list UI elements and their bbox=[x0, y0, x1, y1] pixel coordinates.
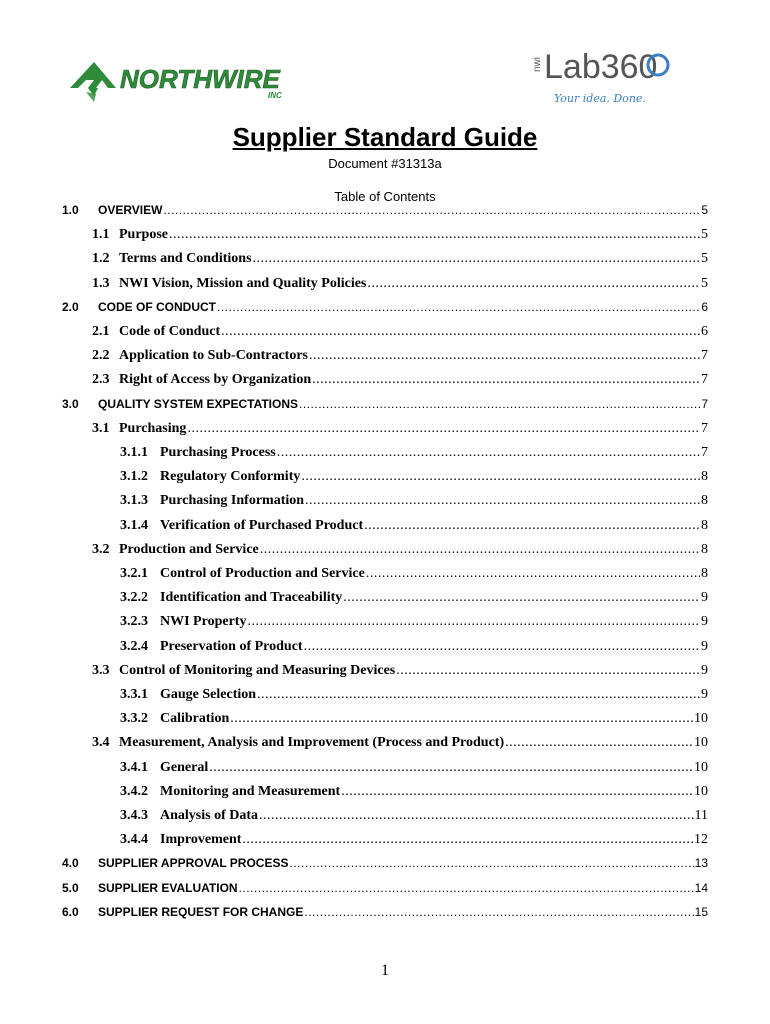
lab-logo-tagline: Your idea. Done. bbox=[554, 92, 646, 105]
toc-entry-page: 5 bbox=[701, 227, 708, 243]
toc-entry-page: 7 bbox=[701, 348, 708, 364]
toc-entry-page: 11 bbox=[694, 808, 708, 823]
toc-leader-dots bbox=[247, 614, 700, 630]
toc-entry[interactable] bbox=[92, 542, 708, 562]
toc-entry[interactable] bbox=[62, 300, 708, 320]
toc-entry-page: 15 bbox=[694, 904, 708, 919]
toc-leader-dots bbox=[163, 203, 700, 217]
toc-leader-dots bbox=[343, 590, 700, 606]
toc-entry-page: 8 bbox=[701, 566, 708, 581]
toc-entry[interactable] bbox=[92, 276, 708, 296]
northwire-logo bbox=[68, 58, 298, 104]
toc-entry-page: 13 bbox=[694, 856, 708, 871]
toc-entry-number: 3.2.4 bbox=[120, 638, 148, 654]
toc-entry-number: 1.1 bbox=[92, 227, 110, 243]
toc-entry-number: 3.4.2 bbox=[120, 783, 148, 799]
toc-entry[interactable] bbox=[92, 227, 708, 247]
toc-entry[interactable] bbox=[120, 614, 708, 634]
toc-leader-dots bbox=[260, 542, 700, 558]
toc-entry-number: 3.3.2 bbox=[120, 711, 148, 727]
toc-entry-page: 6 bbox=[701, 299, 708, 314]
toc-leader-dots bbox=[169, 227, 700, 243]
toc-leader-dots bbox=[221, 324, 700, 340]
toc-entry-number: 3.2.2 bbox=[120, 590, 148, 606]
toc-leader-dots bbox=[217, 300, 700, 314]
toc-leader-dots bbox=[301, 469, 700, 485]
toc-entry-number: 1.0 bbox=[62, 203, 79, 217]
toc-entry-page: 8 bbox=[701, 493, 708, 509]
toc-entry-number: 3.4 bbox=[92, 735, 110, 751]
toc-leader-dots bbox=[304, 639, 700, 655]
toc-entry-label: Application to Sub-Contractors bbox=[119, 348, 309, 364]
toc-entry[interactable] bbox=[62, 881, 708, 901]
toc-entry-number: 2.2 bbox=[92, 348, 110, 364]
toc-entry[interactable] bbox=[120, 808, 708, 828]
toc-entry[interactable] bbox=[120, 518, 708, 538]
toc-entry-number: 5.0 bbox=[62, 880, 79, 895]
toc-entry-label: SUPPLIER EVALUATION bbox=[98, 880, 238, 895]
toc-entry-page: 8 bbox=[701, 541, 708, 557]
toc-entry-label: CODE OF CONDUCT bbox=[98, 299, 216, 314]
toc-leader-dots bbox=[187, 421, 700, 437]
toc-leader-dots bbox=[257, 687, 700, 703]
toc-entry[interactable] bbox=[120, 832, 708, 852]
toc-leader-dots bbox=[305, 493, 700, 509]
toc-leader-dots bbox=[309, 348, 700, 364]
toc-entry[interactable] bbox=[120, 639, 708, 659]
document-number: Document #31313a bbox=[328, 156, 442, 171]
lab-logo-text: Lab360 bbox=[544, 48, 658, 86]
toc-leader-dots bbox=[312, 372, 700, 388]
toc-entry-page: 7 bbox=[701, 396, 708, 411]
toc-entry-page: 10 bbox=[694, 711, 708, 727]
toc-entry-number: 3.1 bbox=[92, 420, 110, 436]
toc-entry[interactable] bbox=[120, 445, 708, 465]
toc-entry-label: Improvement bbox=[160, 832, 242, 848]
toc-leader-dots bbox=[396, 663, 700, 679]
toc-entry-label: Right of Access by Organization bbox=[119, 372, 312, 388]
lab360-logo bbox=[526, 40, 686, 112]
toc-entry[interactable] bbox=[120, 784, 708, 804]
toc-entry-page: 10 bbox=[694, 783, 708, 799]
document-title: Supplier Standard Guide bbox=[232, 122, 538, 152]
toc-entry-label: Control of Monitoring and Measuring Devices bbox=[119, 662, 396, 678]
toc-entry[interactable] bbox=[92, 663, 708, 683]
toc-leader-dots bbox=[259, 808, 694, 824]
toc-entry-number: 3.1.3 bbox=[120, 493, 148, 509]
toc-entry-page: 10 bbox=[694, 759, 708, 775]
toc-entry-label: Measurement, Analysis and Improvement (Process and Product) bbox=[119, 735, 505, 751]
toc-entry[interactable] bbox=[92, 324, 708, 344]
toc-entry-page: 9 bbox=[701, 662, 708, 678]
toc-leader-dots bbox=[277, 445, 700, 461]
toc-entry-label: Purpose bbox=[119, 227, 168, 243]
toc-entry-page: 10 bbox=[694, 735, 708, 751]
toc-entry[interactable] bbox=[62, 856, 708, 876]
toc-entry-page: 5 bbox=[701, 251, 708, 267]
toc-entry-label: Purchasing bbox=[119, 420, 187, 436]
toc-entry[interactable] bbox=[120, 687, 708, 707]
toc-entry-label: Monitoring and Measurement bbox=[160, 783, 341, 799]
toc-entry-label: QUALITY SYSTEM EXPECTATIONS bbox=[98, 396, 299, 411]
toc-entry-page: 12 bbox=[694, 832, 708, 848]
toc-entry-page: 9 bbox=[701, 638, 708, 654]
toc-entry-page: 9 bbox=[701, 687, 708, 702]
toc-entry-number: 3.2.1 bbox=[120, 566, 148, 581]
toc-entry-page: 5 bbox=[701, 275, 708, 291]
toc-entry-number: 2.1 bbox=[92, 324, 110, 339]
toc-leader-dots bbox=[253, 251, 700, 267]
toc-leader-dots bbox=[230, 711, 693, 727]
toc-heading: Table of Contents bbox=[334, 189, 436, 204]
toc-entry-number: 3.4.3 bbox=[120, 808, 148, 823]
toc-leader-dots bbox=[341, 784, 693, 800]
toc-entry-page: 8 bbox=[701, 469, 708, 485]
lab-logo-prefix: nwi bbox=[532, 56, 543, 72]
toc-entry-page: 5 bbox=[701, 203, 708, 217]
toc-entry-label: Control of Production and Service bbox=[160, 566, 365, 581]
toc-entry-page: 7 bbox=[701, 420, 708, 436]
toc-entry-number: 6.0 bbox=[62, 904, 79, 919]
toc-entry[interactable] bbox=[62, 905, 708, 925]
northwire-logo-sub: INC bbox=[268, 91, 282, 100]
toc-entry-label: Analysis of Data bbox=[160, 808, 259, 823]
toc-entry-number: 3.1.1 bbox=[120, 445, 148, 460]
toc-entry-label: Code of Conduct bbox=[119, 324, 221, 339]
toc-leader-dots bbox=[299, 397, 700, 411]
toc-entry[interactable] bbox=[120, 566, 708, 586]
toc-entry-page: 6 bbox=[701, 324, 708, 339]
toc-entry[interactable] bbox=[92, 421, 708, 441]
toc-entry-page: 9 bbox=[701, 590, 708, 606]
toc-entry-label: Calibration bbox=[160, 711, 230, 727]
toc-leader-dots bbox=[367, 276, 700, 292]
toc-entry-number: 1.2 bbox=[92, 251, 110, 267]
toc-entry-number: 3.3.1 bbox=[120, 687, 148, 702]
toc-entry-number: 3.1.4 bbox=[120, 517, 148, 533]
toc-leader-dots bbox=[366, 566, 700, 582]
toc-entry[interactable] bbox=[62, 203, 708, 223]
toc-entry-number: 3.0 bbox=[62, 396, 79, 411]
toc-entry-number: 2.0 bbox=[62, 299, 79, 314]
toc-entry[interactable] bbox=[92, 251, 708, 271]
toc-entry-label: Gauge Selection bbox=[160, 687, 257, 702]
toc-entry-number: 3.3 bbox=[92, 662, 110, 678]
toc-entry[interactable] bbox=[92, 348, 708, 368]
toc-leader-dots bbox=[242, 832, 693, 848]
toc-entry-label: Regulatory Conformity bbox=[160, 469, 301, 485]
page-number: 1 bbox=[381, 962, 389, 979]
toc-entry[interactable] bbox=[62, 397, 708, 417]
toc-entry-page: 7 bbox=[701, 445, 708, 460]
toc-entry-label: NWI Property bbox=[160, 614, 247, 630]
toc-entry-number: 3.1.2 bbox=[120, 469, 148, 485]
toc-entry[interactable] bbox=[120, 469, 708, 489]
toc-entry[interactable] bbox=[92, 372, 708, 392]
toc-entry-page: 8 bbox=[701, 517, 708, 533]
toc-entry-number: 4.0 bbox=[62, 856, 79, 871]
toc-entry-number: 3.4.4 bbox=[120, 832, 148, 848]
toc-entry-label: SUPPLIER REQUEST FOR CHANGE bbox=[98, 904, 304, 919]
toc-leader-dots bbox=[505, 735, 693, 751]
toc-entry[interactable] bbox=[120, 760, 708, 780]
toc-entry-page: 9 bbox=[701, 614, 708, 630]
toc-leader-dots bbox=[364, 518, 700, 534]
toc-entry-label: NWI Vision, Mission and Quality Policies bbox=[119, 275, 367, 291]
toc-leader-dots bbox=[304, 905, 693, 919]
toc-entry-label: Terms and Conditions bbox=[119, 251, 252, 267]
toc-entry-number: 3.2 bbox=[92, 541, 110, 557]
toc-entry-label: General bbox=[160, 759, 209, 775]
toc-entry-page: 14 bbox=[694, 880, 708, 895]
toc-entry[interactable] bbox=[120, 711, 708, 731]
toc-leader-dots bbox=[239, 881, 694, 895]
toc-entry-label: Purchasing Process bbox=[160, 445, 276, 460]
toc-entry[interactable] bbox=[120, 493, 708, 513]
toc-entry[interactable] bbox=[92, 735, 708, 755]
toc-entry-label: Purchasing Information bbox=[160, 493, 305, 509]
toc-entry-label: Identification and Traceability bbox=[160, 590, 343, 606]
toc-entry-number: 2.3 bbox=[92, 372, 110, 388]
toc-entry-label: SUPPLIER APPROVAL PROCESS bbox=[98, 856, 289, 871]
toc-entry-label: Production and Service bbox=[119, 541, 259, 557]
toc-entry-label: Preservation of Product bbox=[160, 638, 303, 654]
toc-entry-number: 1.3 bbox=[92, 275, 110, 291]
toc-entry-label: Verification of Purchased Product bbox=[160, 517, 364, 533]
toc-entry-number: 3.4.1 bbox=[120, 759, 148, 775]
toc-entry[interactable] bbox=[120, 590, 708, 610]
northwire-logo-text: NORTHWIRE bbox=[120, 64, 280, 94]
toc-leader-dots bbox=[289, 856, 693, 870]
toc-leader-dots bbox=[209, 760, 693, 776]
toc-entry-number: 3.2.3 bbox=[120, 614, 148, 630]
toc-entry-label: OVERVIEW bbox=[98, 203, 163, 217]
toc-entry-page: 7 bbox=[701, 372, 708, 388]
